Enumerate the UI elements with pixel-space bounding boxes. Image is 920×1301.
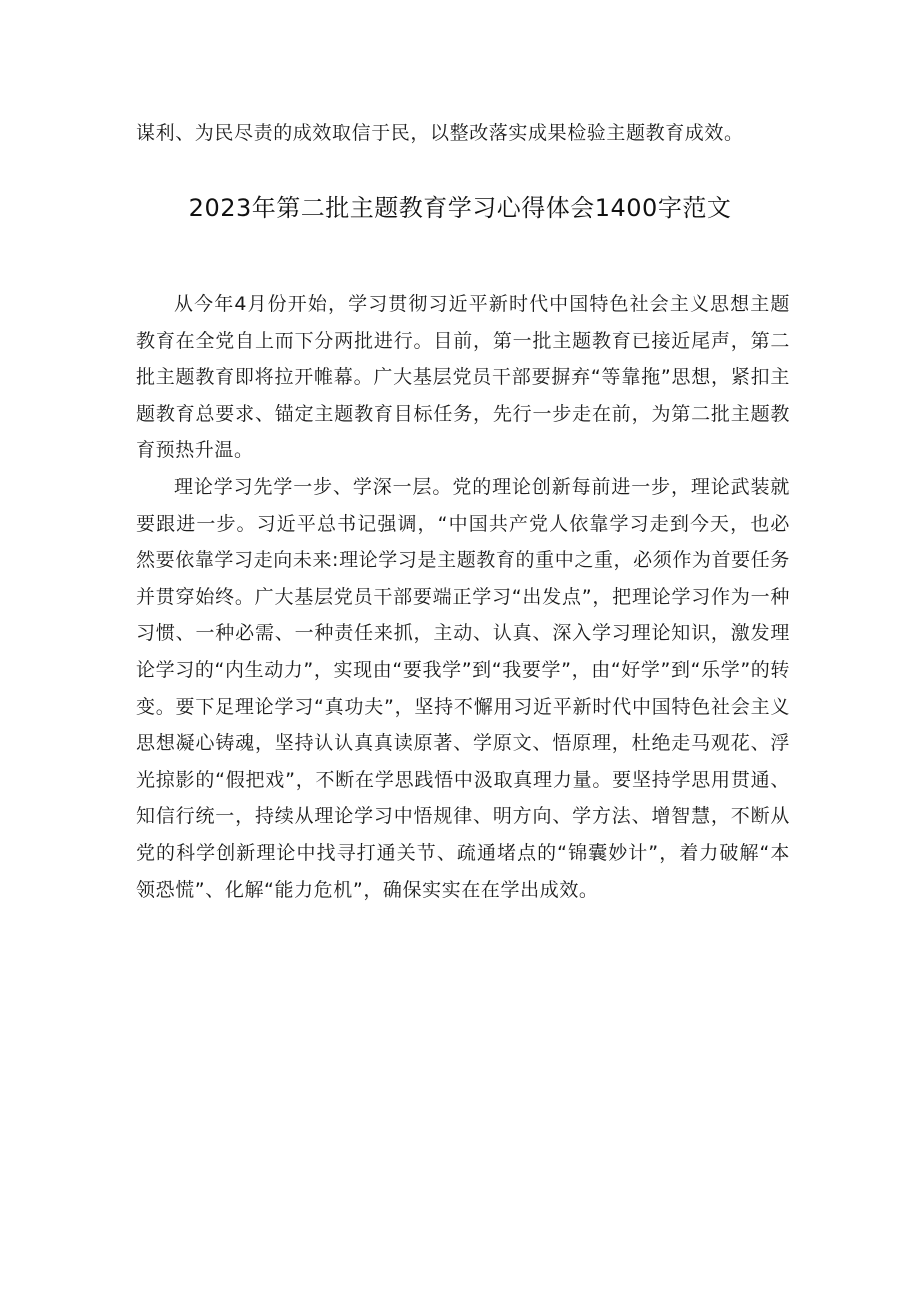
document-title: 2023年第二批主题教育学习心得体会1400字范文 <box>188 194 732 222</box>
body-paragraph: 从今年4月份开始，学习贯彻习近平新时代中国特色社会主义思想主题教育在全党自上而下分两批进行。目前，第一批主题教育已接近尾声，第二批主题教育即将拉开帷幕。广大基层党员干部要摒弃“等靠拖”思想，紧扣主题教育总要求、锚定主题教育目标任务，先行一步走在前，为第二批主题教育预热升温。 <box>136 293 790 462</box>
document-body <box>136 286 790 908</box>
previous-page-continuation: 谋利、为民尽责的成效取信于民，以整改落实成果检验主题教育成效。 <box>136 122 744 144</box>
body-paragraph: 理论学习先学一步、学深一层。党的理论创新每前进一步，理论武装就要跟进一步。习近平总书记强调，“中国共产党人依靠学习走到今天，也必然要依靠学习走向未来:理论学习是主题教育的重中之重，必须作为首要任务并贯穿始终。广大基层党员干部要端正学习“出发点”，把理论学习作为一种习惯、一种必需、一种责任来抓，主动、认真、深入学习理论知识，激发理论学习的“内生动力”，实现由“要我学”到“我要学”，由“好学”到“乐学”的转变。要下足理论学习“真功夫”，坚持不懈用习近平新时代中国特色社会主义思想凝心铸魂，坚持认认真真读原著、学原文、悟原理，杜绝走马观花、浮光掠影的“假把戏”，不断在学思践悟中汲取真理力量。要坚持学思用贯通、知信行统一，持续从理论学习中悟规律、明方向、学方法、增智慧，不断从党的科学创新理论中找寻打通关节、疏通堵点的“锦囊妙计”，着力破解“本领恐慌”、化解“能力危机”，确保实实在在学出成效。 <box>136 475 790 901</box>
